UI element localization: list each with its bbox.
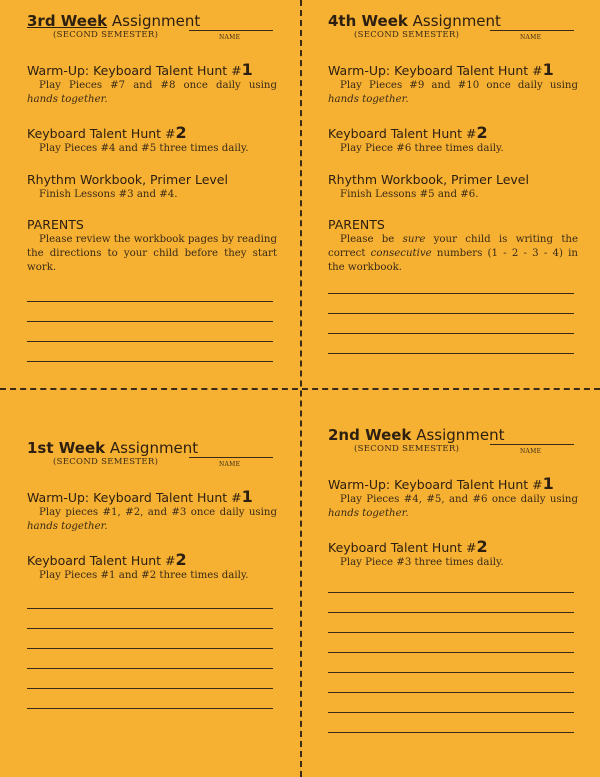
card-title-label: Assignment	[107, 12, 201, 30]
parents-title: PARENTS	[27, 217, 84, 232]
kth-section	[328, 539, 578, 570]
parents-title: PARENTS	[328, 217, 385, 232]
writing-line[interactable]	[27, 688, 273, 708]
kth-text: Play Piece #3 three times daily.	[340, 557, 504, 568]
writing-line[interactable]	[328, 732, 574, 752]
writing-line[interactable]	[328, 293, 574, 313]
kth-number: 2	[175, 123, 187, 142]
kth-text: Play Pieces #1 and #2 three times daily.	[39, 570, 249, 581]
warmup-text-italic: hands together.	[328, 94, 409, 105]
warmup-section	[328, 476, 578, 521]
writing-line[interactable]	[328, 692, 574, 712]
warmup-text-italic: hands together.	[328, 508, 409, 519]
name-label: NAME	[520, 448, 542, 455]
rhythm-text: Finish Lessons #5 and #6.	[340, 189, 479, 200]
writing-line[interactable]	[27, 628, 273, 648]
assignment-card-week-4	[328, 12, 578, 373]
card-title-week: 4th Week	[328, 12, 408, 30]
semester-name-row	[328, 30, 578, 48]
warmup-number: 1	[241, 60, 253, 79]
warmup-title-text: Warm-Up: Keyboard Talent Hunt #	[27, 63, 242, 78]
writing-line[interactable]	[27, 608, 273, 628]
name-label: NAME	[520, 34, 542, 41]
writing-line[interactable]	[328, 333, 574, 353]
rhythm-title: Rhythm Workbook, Primer Level	[328, 172, 529, 187]
writing-line[interactable]	[27, 321, 273, 341]
warmup-title	[27, 489, 277, 506]
warmup-text-main: Play Pieces #9 and #10 once daily using	[340, 80, 578, 91]
semester-name-row	[27, 457, 277, 475]
parents-text	[328, 233, 578, 275]
assignment-card-week-2	[328, 426, 578, 752]
writing-line[interactable]	[27, 341, 273, 361]
warmup-text	[27, 79, 277, 107]
writing-line[interactable]	[328, 652, 574, 672]
parents-text-italic: consecutive	[370, 248, 432, 259]
assignment-card-week-1	[27, 439, 277, 728]
warmup-title-text: Warm-Up: Keyboard Talent Hunt #	[328, 477, 543, 492]
card-title-label: Assignment	[105, 439, 199, 457]
semester-label: (SECOND SEMESTER)	[354, 444, 460, 454]
card-title-label: Assignment	[407, 12, 501, 30]
warmup-section	[27, 489, 277, 534]
kth-text: Play Piece #6 three times daily.	[340, 143, 504, 154]
warmup-text-main: Play pieces #1, #2, and #3 once daily using	[39, 507, 277, 518]
semester-name-row	[27, 30, 277, 48]
kth-title-text: Keyboard Talent Hunt #	[328, 126, 477, 141]
warmup-title	[328, 62, 578, 79]
semester-label: (SECOND SEMESTER)	[354, 30, 460, 40]
name-field[interactable]	[490, 444, 574, 445]
card-title	[328, 12, 578, 30]
writing-line[interactable]	[328, 712, 574, 732]
warmup-text-main: Play Pieces #7 and #8 once daily using	[39, 80, 277, 91]
kth-number: 2	[175, 550, 187, 569]
kth-number: 2	[476, 537, 488, 556]
kth-title-text: Keyboard Talent Hunt #	[27, 126, 176, 141]
writing-line[interactable]	[328, 353, 574, 373]
parents-text: Please review the workbook pages by reading the directions to your child before they start work.	[27, 234, 277, 273]
parents-text-italic: sure	[402, 234, 426, 245]
writing-lines	[328, 592, 578, 752]
card-title	[27, 439, 277, 457]
writing-line[interactable]	[328, 612, 574, 632]
rhythm-section	[27, 172, 277, 202]
semester-name-row	[328, 444, 578, 462]
name-label: NAME	[219, 34, 241, 41]
warmup-title-text: Warm-Up: Keyboard Talent Hunt #	[27, 490, 242, 505]
writing-lines	[27, 608, 277, 728]
name-field[interactable]	[189, 457, 273, 458]
warmup-text-main: Play Pieces #4, #5, and #6 once daily using	[340, 494, 578, 505]
kth-title-text: Keyboard Talent Hunt #	[27, 553, 176, 568]
kth-title	[328, 539, 578, 556]
writing-line[interactable]	[27, 668, 273, 688]
warmup-text	[328, 79, 578, 107]
warmup-number: 1	[241, 487, 253, 506]
kth-title	[27, 552, 277, 569]
warmup-text	[27, 506, 277, 534]
horizontal-cut-line	[0, 388, 600, 390]
name-field[interactable]	[490, 30, 574, 31]
warmup-title	[328, 476, 578, 493]
warmup-section	[27, 62, 277, 107]
kth-title	[27, 125, 277, 142]
kth-section	[27, 125, 277, 156]
writing-line[interactable]	[27, 361, 273, 381]
kth-title	[328, 125, 578, 142]
card-title-week: 1st Week	[27, 439, 106, 457]
writing-line[interactable]	[328, 313, 574, 333]
warmup-number: 1	[542, 60, 554, 79]
warmup-text-italic: hands together.	[27, 521, 108, 532]
writing-line[interactable]	[27, 708, 273, 728]
writing-line[interactable]	[27, 648, 273, 668]
warmup-number: 1	[542, 474, 554, 493]
kth-text: Play Pieces #4 and #5 three times daily.	[39, 143, 249, 154]
parents-section	[328, 217, 578, 275]
kth-section	[27, 552, 277, 583]
parents-section	[27, 217, 277, 275]
semester-label: (SECOND SEMESTER)	[53, 30, 159, 40]
card-title-label: Assignment	[411, 426, 505, 444]
semester-label: (SECOND SEMESTER)	[53, 457, 159, 467]
parents-text-part: numbers (1 - 2 - 3 - 4) in the workbook.	[328, 248, 578, 273]
card-title-week: 2nd Week	[328, 426, 412, 444]
rhythm-title: Rhythm Workbook, Primer Level	[27, 172, 228, 187]
warmup-text-italic: hands together.	[27, 94, 108, 105]
parents-text-part: Please be	[340, 234, 403, 245]
kth-title-text: Keyboard Talent Hunt #	[328, 540, 477, 555]
kth-section	[328, 125, 578, 156]
assignment-card-week-3	[27, 12, 277, 381]
writing-line[interactable]	[328, 592, 574, 612]
rhythm-section	[328, 172, 578, 202]
writing-line[interactable]	[328, 672, 574, 692]
kth-number: 2	[476, 123, 488, 142]
writing-lines	[328, 293, 578, 373]
name-field[interactable]	[189, 30, 273, 31]
card-title	[27, 12, 277, 30]
warmup-section	[328, 62, 578, 107]
warmup-text	[328, 493, 578, 521]
warmup-title-text: Warm-Up: Keyboard Talent Hunt #	[328, 63, 543, 78]
rhythm-text: Finish Lessons #3 and #4.	[39, 189, 178, 200]
writing-line[interactable]	[328, 632, 574, 652]
writing-line[interactable]	[27, 301, 273, 321]
writing-lines	[27, 301, 277, 381]
parents-text-part: your child is writing the correct	[328, 234, 578, 259]
name-label: NAME	[219, 461, 241, 468]
card-title-week: 3rd Week	[27, 12, 108, 30]
card-title	[328, 426, 578, 444]
warmup-title	[27, 62, 277, 79]
